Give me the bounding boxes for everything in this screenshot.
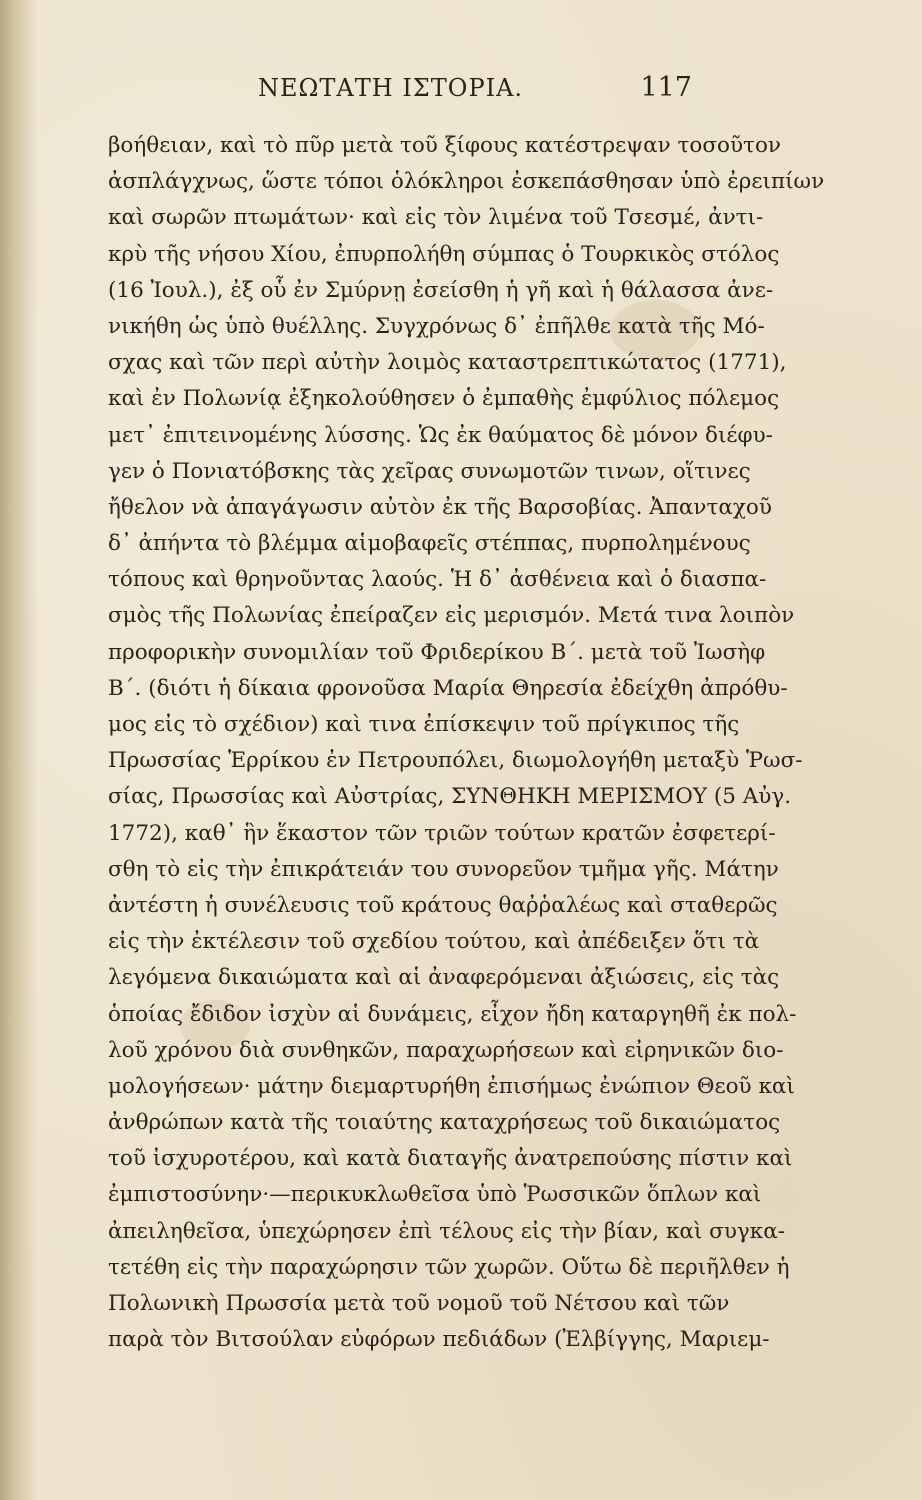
text-line: μολογήσεων· μάτην διεμαρτυρήθη ἐπισήμως ἐνώπιον Θεοῦ καὶ [108,1073,795,1099]
text-line: παρὰ τὸν Βιτσούλαν εὐφόρων πεδιάδων (Ἐλβίγγης, Μαριεμ- [108,1327,770,1353]
text-line: Πολωνικὴ Πρωσσία μετὰ τοῦ νομοῦ τοῦ Νέτσου καὶ τῶν [108,1291,730,1316]
text-line: κρὺ τῆς νήσου Χίου, ἐπυρπολήθη σύμπας ὁ Τουρκικὸς στόλος [108,241,780,267]
page-number: 117 [640,72,692,103]
text-line: Πρωσσίας Ἑρρίκου ἐν Πετρουπόλει, διωμολογήθη μεταξὺ Ῥωσ- [108,748,803,774]
text-line: νικήθη ὡς ὑπὸ θυέλλης. Συγχρόνως δ᾽ ἐπῆλθε κατὰ τῆς Μό- [108,313,765,339]
text-line: ἀνθρώπων κατὰ τῆς τοιαύτης καταχρήσεως τοῦ δικαιώματος [108,1110,781,1136]
text-line: καὶ ἐν Πολωνίᾳ ἐξηκολούθησεν ὁ ἐμπαθὴς ἐμφύλιος πόλεμος [108,386,780,412]
text-line: ἀντέστη ἡ συνέλευσις τοῦ κράτους θαῤῥαλέως καὶ σταθερῶς [108,892,778,918]
text-line: μος εἰς τὸ σχέδιον) καὶ τινα ἐπίσκεψιν τοῦ πρίγκιπος τῆς [108,712,740,737]
text-line: ἀπειληθεῖσα, ὑπεχώρησεν ἐπὶ τέλους εἰς τὴν βίαν, καὶ συγκα- [108,1218,785,1244]
text-line: ὁποίας ἔδιδον ἰσχὺν αἱ δυνάμεις, εἶχον ἤδη καταργηθῆ ἐκ πολ- [108,1001,797,1027]
text-line: προφορικὴν συνομιλίαν τοῦ Φριδερίκου Β΄. μετὰ τοῦ Ἰωσὴφ [108,639,766,665]
text-line: σθη τὸ εἰς τὴν ἐπικράτειάν του συνορεῦον τμῆμα γῆς. Μάτην [108,856,779,882]
text-line: δ᾽ ἀπήντα τὸ βλέμμα αἱμοβαφεῖς στέππας, πυρπολημένους [108,531,751,557]
text-line: σχας καὶ τῶν περὶ αὐτὴν λοιμὸς καταστρεπτικώτατος (1771), [108,350,787,376]
text-line: 1772), καθ᾽ ἣν ἕκαστον τῶν τριῶν τούτων κρατῶν ἐσφετερί- [108,820,776,846]
running-title: ΝΕΩΤΑΤΗ ΙΣΤΟΡΙΑ. [258,74,524,102]
text-line: τόπους καὶ θρηνοῦντας λαούς. Ἡ δ᾽ ἀσθένεια καὶ ὁ διασπα- [108,567,767,593]
text-line: τοῦ ἰσχυροτέρου, καὶ κατὰ διαταγῆς ἀνατρεπούσης πίστιν καὶ [108,1146,793,1172]
text-line: λεγόμενα δικαιώματα καὶ αἱ ἀναφερόμεναι ἀξιώσεις, εἰς τὰς [108,965,780,991]
text-line: ἐμπιστοσύνην·—περικυκλωθεῖσα ὑπὸ Ῥωσσικῶν ὅπλων καὶ [108,1182,762,1208]
text-line: ἀσπλάγχνως, ὥστε τόποι ὁλόκληροι ἐσκεπάσθησαν ὑπὸ ἐρειπίων [108,169,825,195]
page-header [110,70,700,110]
text-line: Β΄. (διότι ἡ δίκαια φρονοῦσα Μαρία Θηρεσία ἐδείχθη ἀπρόθυ- [108,675,788,701]
text-line: εἰς τὴν ἐκτέλεσιν τοῦ σχεδίου τούτου, καὶ ἀπέδειξεν ὅτι τὰ [108,929,760,955]
text-line: σίας, Πρωσσίας καὶ Αὐστρίας, ΣΥΝΘΗΚΗ ΜΕΡΙΣΜΟΥ (5 Αὐγ. [108,784,792,810]
text-line: βοήθειαν, καὶ τὸ πῦρ μετὰ τοῦ ξίφους κατέστρεψαν τοσοῦτον [108,133,781,158]
text-line: καὶ σωρῶν πτωμάτων· καὶ εἰς τὸν λιμένα τοῦ Τσεσμέ, ἀντι- [108,205,764,231]
text-line: γεν ὁ Πονιατόβσκης τὰς χεῖρας συνωμοτῶν τινων, οἵτινες [108,458,751,484]
text-line: λοῦ χρόνου διὰ συνθηκῶν, παραχωρήσεων καὶ εἰρηνικῶν διο- [108,1037,784,1063]
text-line: σμὸς τῆς Πολωνίας ἐπείραζεν εἰς μερισμόν. Μετά τινα λοιπὸν [108,603,795,629]
text-line: μετ᾽ ἐπιτεινομένης λύσσης. Ὡς ἐκ θαύματος δὲ μόνον διέφυ- [108,422,773,448]
binding-gutter [0,0,38,1500]
text-line: τετέθη εἰς τὴν παραχώρησιν τῶν χωρῶν. Οὕτω δὲ περιῆλθεν ἡ [108,1254,790,1280]
text-line: ἤθελον νὰ ἀπαγάγωσιν αὐτὸν ἐκ τῆς Βαρσοβίας. Ἀπανταχοῦ [108,494,772,520]
text-line: (16 Ἰουλ.), ἐξ οὗ ἐν Σμύρνῃ ἐσείσθη ἡ γῆ καὶ ἡ θάλασσα ἀνε- [108,277,774,303]
body-text [108,128,825,1358]
